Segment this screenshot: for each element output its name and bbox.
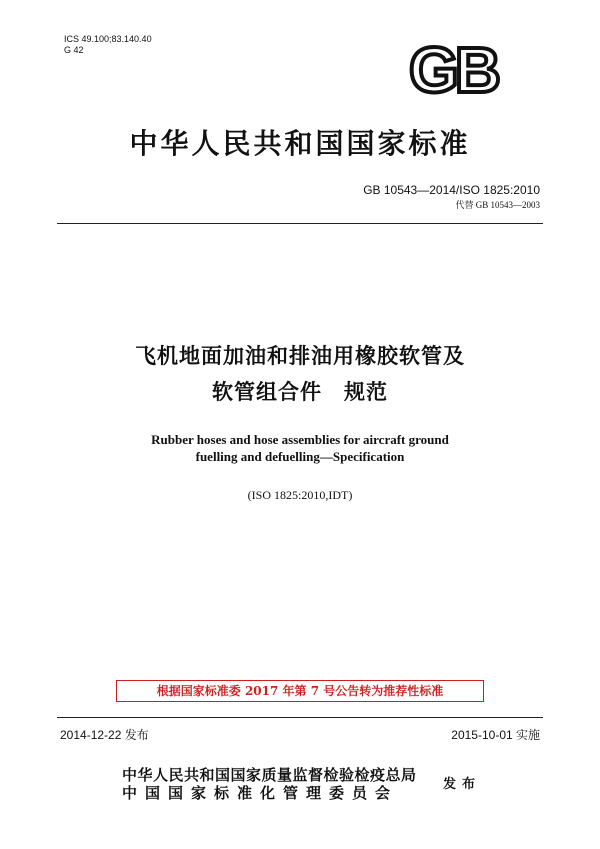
issuer-sac: 中国国家标准化管理委员会 <box>122 784 399 802</box>
chinese-title-line-2: 软管组合件 规范 <box>212 380 388 404</box>
issue-label: 发布 <box>443 777 482 792</box>
iso-reference: (ISO 1825:2010,IDT) <box>247 488 353 502</box>
gb-logo <box>393 40 513 100</box>
publish-date: 2014-12-22 发布 <box>60 728 149 742</box>
ics-code: ICS 49.100;83.140.40 <box>64 34 152 44</box>
standard-title: 中华人民共和国国家标准 <box>129 127 471 160</box>
gb-logo-text: GB <box>409 40 497 100</box>
issuer-aqsiq: 中华人民共和国国家质量监督检验检疫总局 <box>122 766 417 784</box>
replaces-standard: 代替 GB 10543—2003 <box>455 200 540 210</box>
recommended-standard-notice: 根据国家标准委 2017 年第 7 号公告转为推荐性标准 <box>116 680 484 702</box>
standard-number: GB 10543—2014/ISO 1825:2010 <box>363 183 540 197</box>
english-title-line-2: fuelling and defuelling—Specification <box>195 449 405 464</box>
english-title-line-1: Rubber hoses and hose assemblies for aircraft ground <box>151 432 449 447</box>
chinese-title-line-1: 飞机地面加油和排油用橡胶软管及 <box>135 344 465 368</box>
implementation-date: 2015-10-01 实施 <box>451 728 540 742</box>
header-divider <box>57 223 543 224</box>
footer-divider <box>57 717 543 718</box>
classification-codes <box>64 34 152 56</box>
ccs-code: G 42 <box>64 45 84 55</box>
